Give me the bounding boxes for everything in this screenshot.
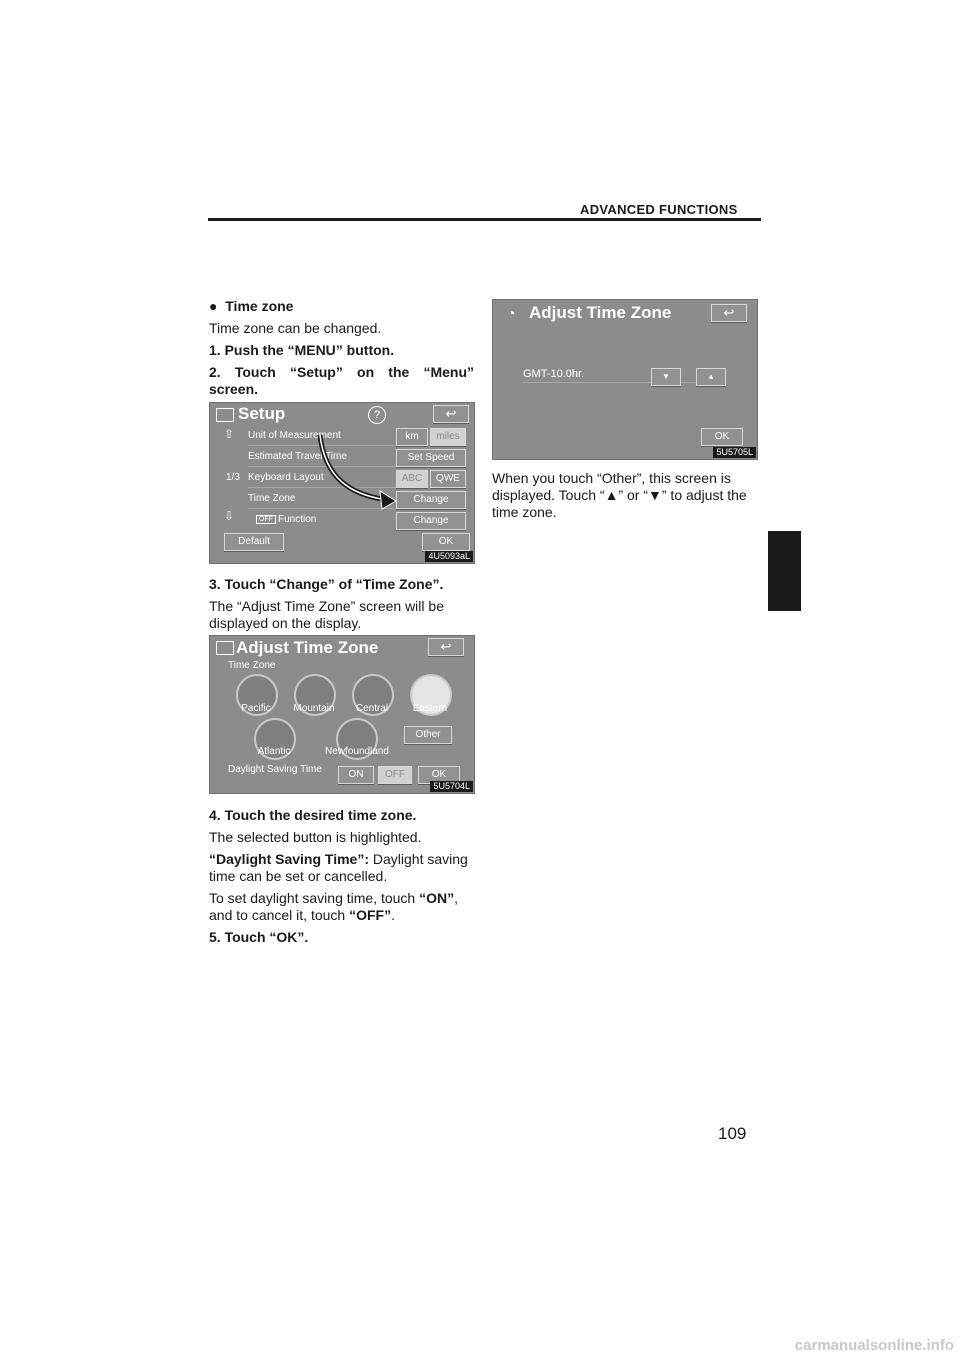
set-speed-button: Set Speed [396,449,466,467]
help-icon: ? [368,406,386,424]
globe-icon: ◔ [507,305,516,321]
default-button: Default [224,533,284,551]
return-arrow-icon: ↩ [711,304,747,322]
time-zone-change-button: Change [396,491,466,509]
down-button: ▼ [651,368,681,386]
up-triangle-icon: ▲ [604,487,619,503]
zone-eastern: Eastern [412,703,448,714]
on-button: ON [338,766,374,784]
ok-button: OK [422,533,470,551]
miles-button: miles [430,428,466,446]
ok-button: OK [418,766,460,784]
left-column [209,298,474,403]
pointer-arrow [210,403,474,563]
row-function: Function [278,514,317,525]
header-rule [208,218,761,221]
row-unit: Unit of Measurement [248,430,341,441]
left-column-2 [209,576,474,637]
page-indicator: 1/3 [226,472,240,483]
left-column-3 [209,807,474,951]
return-arrow-icon: ↩ [433,405,469,423]
step-5: 5. Touch “OK”. [209,929,309,945]
chapter-tab [768,531,801,611]
gmt-value: GMT-10.0hr. [523,368,585,380]
zone-atlantic: Atlantic [257,746,291,757]
adjust-title: Adjust Time Zone [529,303,672,322]
menu-list-icon [216,641,234,655]
zone-pacific: Pacific [241,703,271,714]
function-change-button: Change [396,512,466,530]
time-zone-heading: ● Time zone [209,298,294,314]
image-code: 4U5093aL [425,551,473,562]
on-off-paragraph: To set daylight saving time, touch “ON”, and to cancel it, touch “OFF”. [209,890,458,923]
dst-label: Daylight Saving Time [228,764,322,775]
down-triangle-icon: ▼ [648,487,662,503]
gmt-adjust-screen-image [492,299,758,460]
zone-newfoundland: Newfoundland [325,746,389,757]
image-code: 5U5705L [713,447,756,458]
right-column [492,470,757,526]
other-description: When you touch “Other”, this screen is displayed. Touch “▲” or “▼” to adjust the time zone. [492,470,747,520]
page-number: 109 [718,1124,747,1143]
dst-paragraph: “Daylight Saving Time”: Daylight saving time can be set or cancelled. [209,851,468,884]
step-4: 4. Touch the desired time zone. [209,807,417,823]
row-keyboard: Keyboard Layout [248,472,324,483]
down-scroll-icon: ⇩ [224,509,235,523]
tz-section-label: Time Zone [228,660,276,671]
abc-button: ABC [396,470,428,488]
image-code: 5U5704L [430,781,473,792]
step-1: 1. Push the “MENU” button. [209,342,395,358]
intro-text: Time zone can be changed. [209,320,382,336]
km-button: km [396,428,428,446]
section-header: ADVANCED FUNCTIONS [580,202,738,217]
up-scroll-icon: ⇧ [224,427,235,441]
tz-title: Adjust Time Zone [236,638,379,657]
watermark: carmanualsonline.info [794,1337,954,1354]
step-2-line2: screen. [209,381,259,397]
return-arrow-icon: ↩ [428,638,464,656]
off-tag: OFF [256,515,276,524]
step-3-desc: The “Adjust Time Zone” screen will be displayed on the display. [209,598,444,631]
off-button: OFF [378,766,412,784]
step-2-line1: 2. Touch “Setup” on the “Menu” [209,364,474,380]
row-travel-time: Estimated Travel Time [248,451,347,462]
step-3: 3. Touch “Change” of “Time Zone”. [209,576,444,592]
zone-mountain: Mountain [293,703,335,714]
qwe-button: QWE [430,470,466,488]
step-4-desc: The selected button is highlighted. [209,829,422,845]
adjust-time-zone-screen-image [209,635,475,794]
up-button: ▲ [696,368,726,386]
ok-button: OK [701,428,743,446]
other-button: Other [404,726,452,744]
row-time-zone: Time Zone [248,493,296,504]
setup-title: Setup [238,404,286,423]
setup-screen-image [209,402,475,564]
zone-central: Central [355,703,389,714]
